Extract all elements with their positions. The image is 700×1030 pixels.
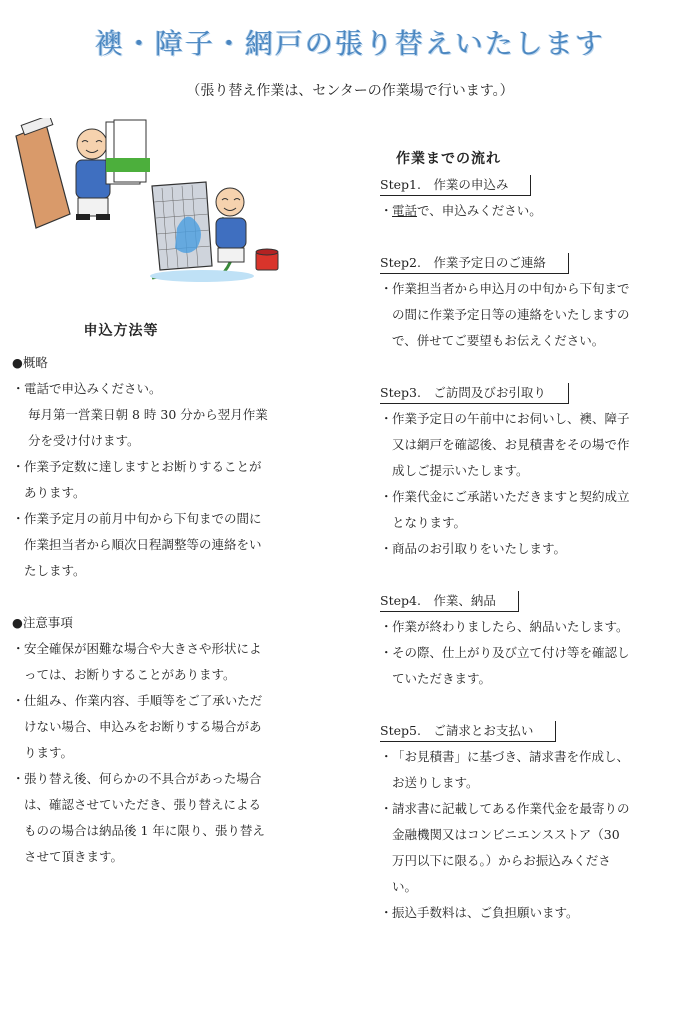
page-subtitle: （張り替え作業は、センターの作業場で行います。） (186, 83, 514, 99)
workers-illustration (12, 118, 292, 288)
list-item: ・ 張り替え後、何らかの不具合があった場合は、確認させていただき、張り替えによるものの場合は納品後 1 年に限り、張り替えさせて頂きます。 (12, 771, 265, 864)
list-item: ・ 振込手数料は、ご負担願います。 (380, 905, 579, 920)
fusuma-panel (16, 124, 70, 228)
list-item: ・ 電話で、申込みください。 (380, 203, 542, 218)
list-item: ・ 仕組み、作業内容、手順等をご了承いただけない場合、申込みをお断りする場合があります。 (12, 693, 263, 760)
list-item: ・ 請求書に記載してある作業代金を最寄りの金融機関又はコンビニエンスストア（30 万円以下に限る。）からお振込みください。 (380, 801, 630, 894)
list-item: ・ その際、仕上がり及び立て付け等を確認していただきます。 (380, 645, 630, 686)
worker2-body (216, 218, 246, 248)
list-item: ・ 作業代金にご承諾いただきますと契約成立となります。 (380, 489, 630, 530)
cautions-label: ●注意事項 (12, 615, 73, 630)
step3-heading: Step3. ご訪問及びお引取り (380, 383, 569, 404)
list-item: ・ 作業担当者から申込月の中旬から下旬までの間に作業予定日等の連絡をいたしますので、併せてご要望もお伝えください。 (380, 281, 630, 348)
list-item: ・ 安全確保が困難な場合や大きさや形状によっては、お断りすることがあります。 (12, 641, 262, 682)
reception-note: 毎月第一営業日朝 8 時 30 分から翌月作業分を受け付けます。 (28, 407, 268, 448)
water-puddle (150, 270, 254, 282)
step4-heading: Step4. 作業、納品 (380, 591, 519, 612)
list-item: ・ 作業予定数に達しますとお断りすることがあります。 (12, 459, 262, 500)
workflow-section (380, 146, 632, 926)
list-item: ・ 作業予定月の前月中旬から下旬までの間に作業担当者から順次日程調整等の連絡をいたします。 (12, 511, 262, 578)
page-title: 襖・障子・網戸の張り替えいたします (94, 27, 605, 60)
list-item: ・ 電話で申込みください。 (12, 381, 162, 396)
list-item: ・ 作業予定日の午前中にお伺いし、襖、障子又は網戸を確認後、お見積書をその場で作成しご提示いたします。 (380, 411, 630, 478)
worker1-body (76, 160, 110, 198)
workflow-heading: 作業までの流れ (396, 151, 501, 167)
list-item: ・ 作業が終わりましたら、納品いたします。 (380, 619, 629, 634)
overview-label: ●概略 (12, 355, 48, 370)
step5-heading: Step5. ご請求とお支払い (380, 721, 556, 742)
step2-heading: Step2. 作業予定日のご連絡 (380, 253, 569, 274)
list-item: ・ 商品のお引取りをいたします。 (380, 541, 567, 556)
application-heading: 申込方法等 (83, 323, 159, 339)
worker1-head (77, 129, 107, 159)
phone-link: 電話 (392, 203, 418, 218)
step1-heading: Step1. 作業の申込み (380, 175, 531, 196)
list-item: ・ 「お見積書」に基づき、請求書を作成し、お送りします。 (380, 749, 630, 790)
application-section (12, 318, 270, 870)
worker2-head (216, 188, 244, 216)
